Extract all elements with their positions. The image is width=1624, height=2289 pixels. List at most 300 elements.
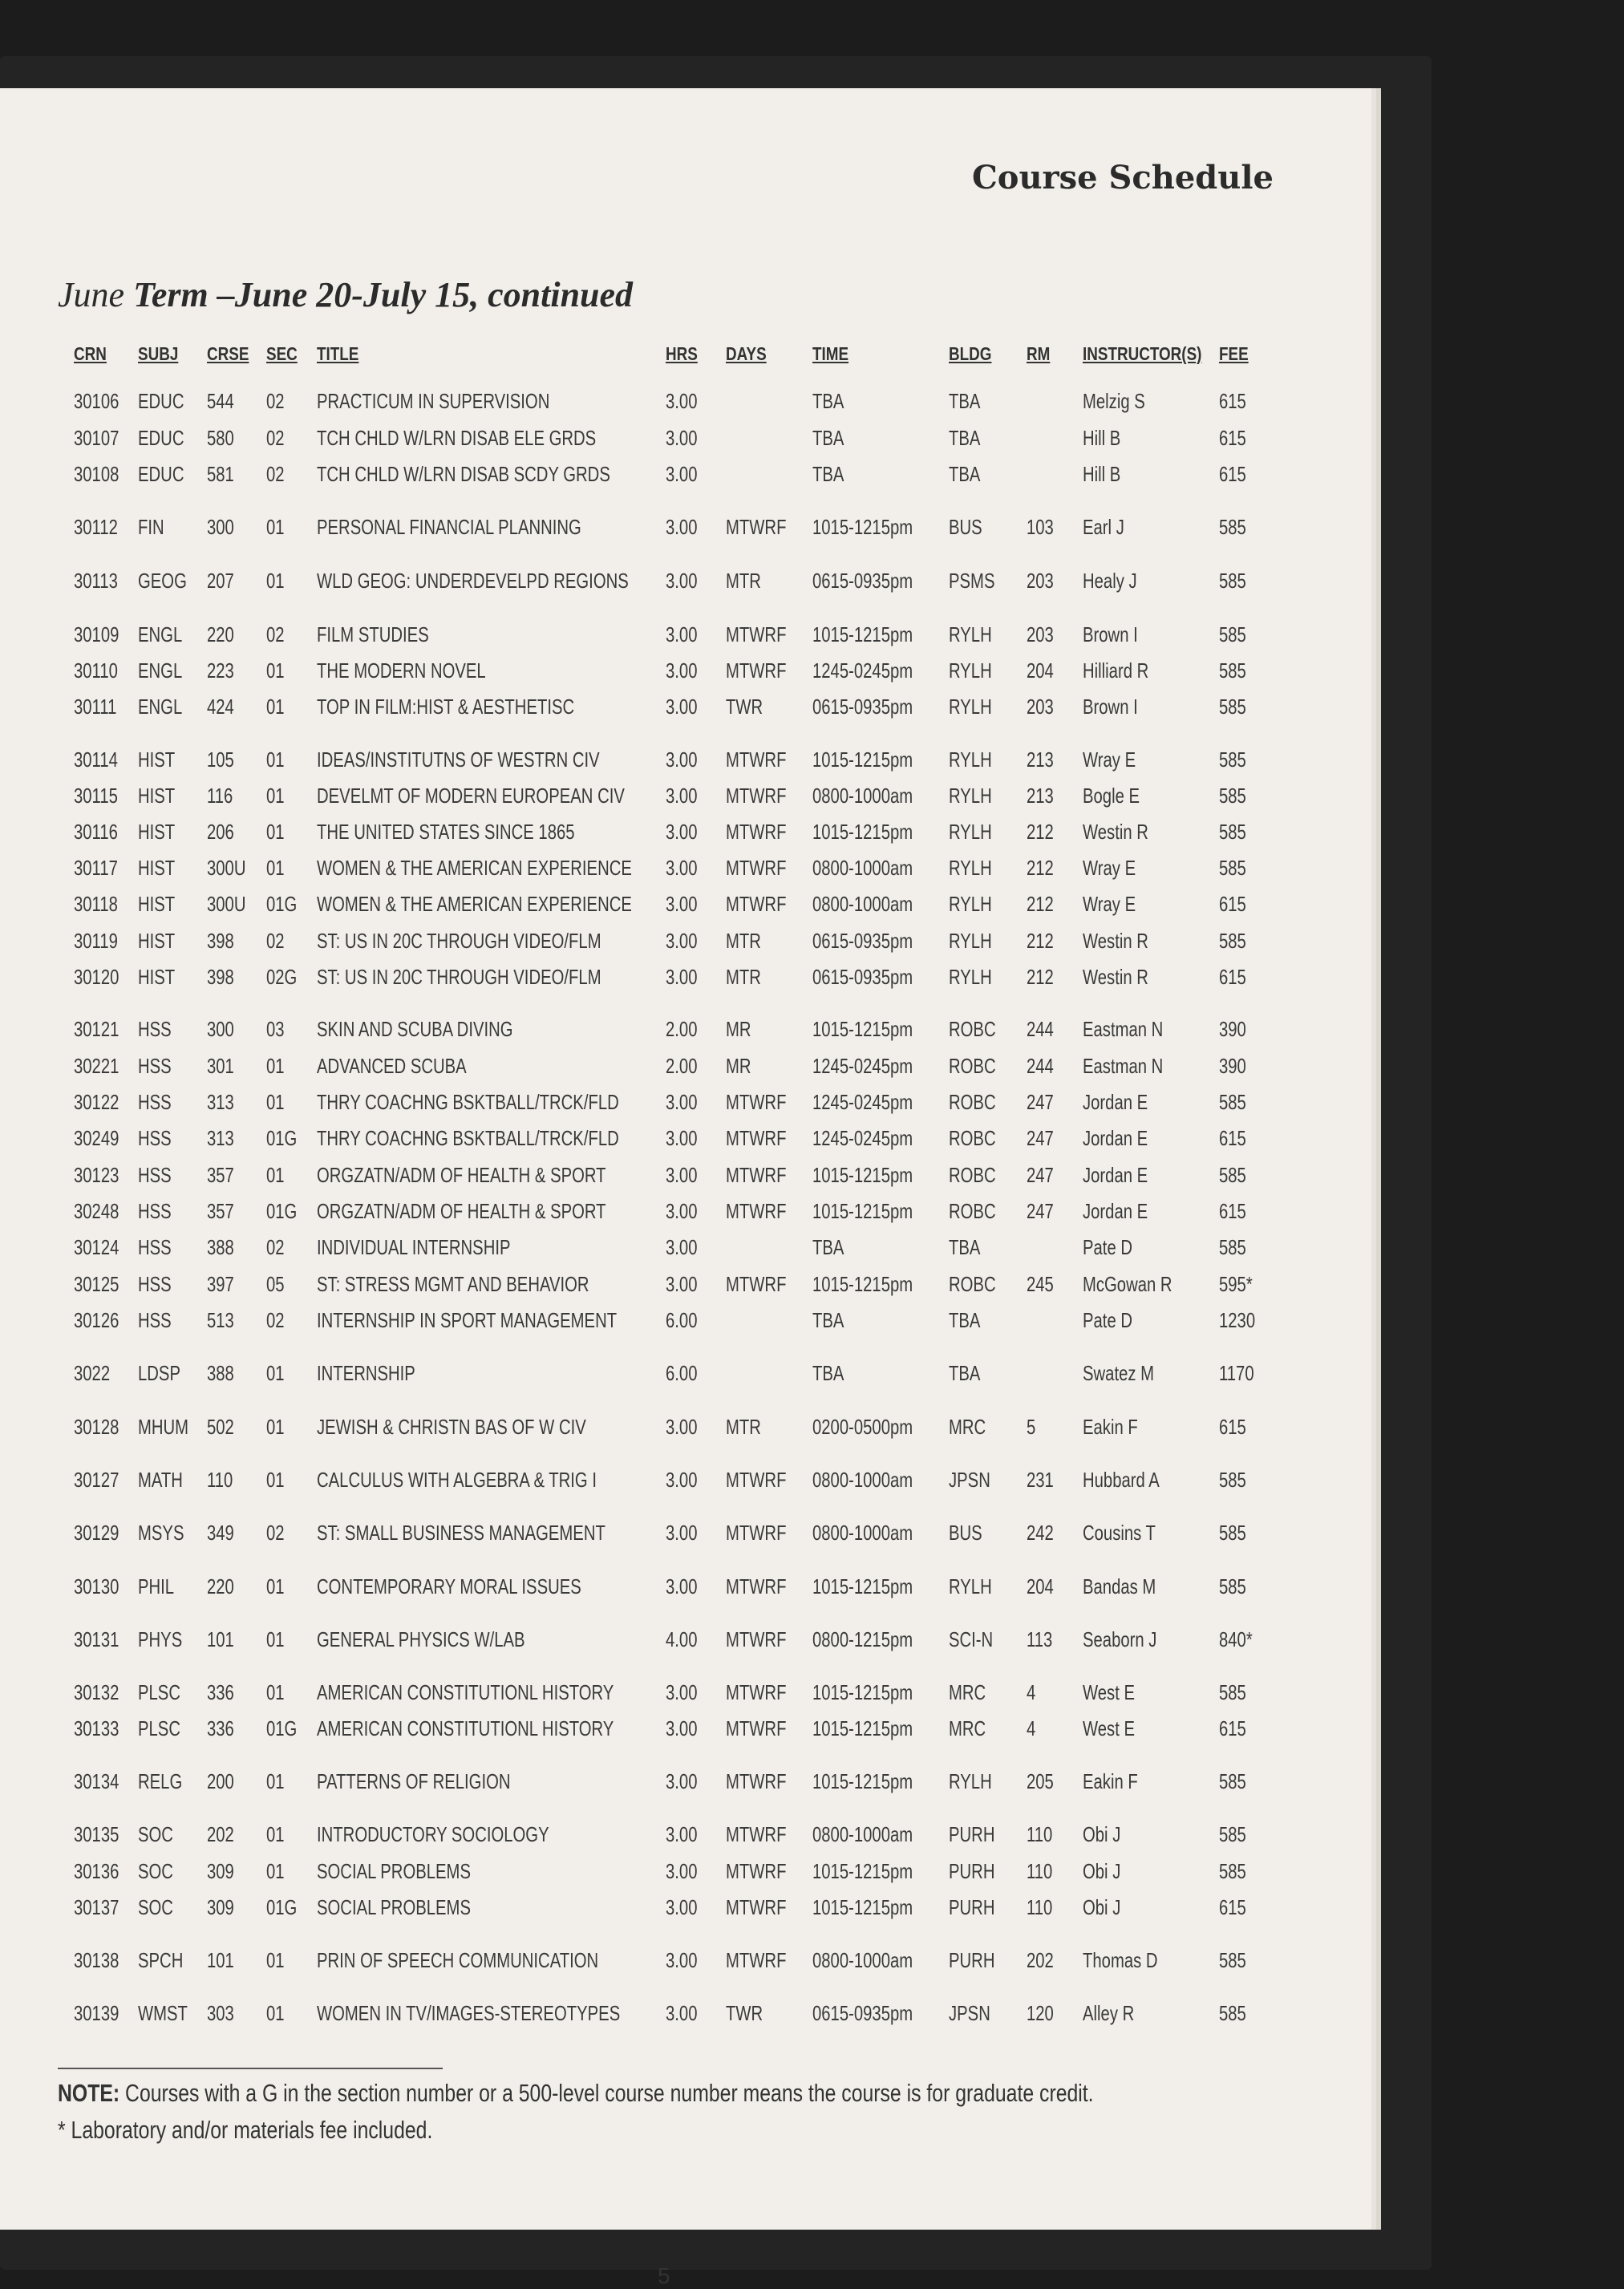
cell-subj: HIST bbox=[138, 929, 176, 953]
cell-rm: 204 bbox=[1027, 658, 1054, 683]
cell-crn: 30121 bbox=[74, 1017, 119, 1041]
cell-crse: 397 bbox=[207, 1272, 234, 1296]
cell-subj: ENGL bbox=[138, 658, 183, 683]
cell-instructor: Westin R bbox=[1083, 929, 1148, 953]
cell-time: TBA bbox=[812, 389, 844, 413]
cell-fee: 585 bbox=[1219, 695, 1246, 719]
cell-bldg: MRC bbox=[949, 1415, 986, 1439]
cell-title: WOMEN & THE AMERICAN EXPERIENCE bbox=[317, 856, 632, 880]
cell-subj: PLSC bbox=[138, 1680, 180, 1704]
cell-crse: 388 bbox=[207, 1361, 234, 1385]
course-row bbox=[0, 1235, 1371, 1267]
cell-bldg: ROBC bbox=[949, 1126, 996, 1150]
cell-time: 1245-0245pm bbox=[812, 1126, 913, 1150]
cell-crn: 30110 bbox=[74, 658, 118, 683]
course-row bbox=[0, 1090, 1371, 1122]
course-row bbox=[0, 695, 1371, 727]
cell-crse: 309 bbox=[207, 1895, 234, 1919]
cell-fee: 585 bbox=[1219, 1859, 1246, 1883]
cell-crse: 313 bbox=[207, 1090, 234, 1114]
cell-time: 0800-1000am bbox=[812, 892, 913, 916]
cell-time: 1015-1215pm bbox=[812, 1895, 913, 1919]
cell-instructor: Obi J bbox=[1083, 1895, 1121, 1919]
course-row bbox=[0, 856, 1371, 888]
column-header-days: DAYS bbox=[726, 343, 767, 364]
cell-rm: 244 bbox=[1027, 1054, 1054, 1078]
cell-crse: 313 bbox=[207, 1126, 234, 1150]
cell-fee: 615 bbox=[1219, 1415, 1246, 1439]
course-row bbox=[0, 1574, 1371, 1606]
cell-days: MTWRF bbox=[726, 1716, 787, 1740]
cell-sec: 01 bbox=[266, 1769, 285, 1793]
course-row bbox=[0, 1627, 1371, 1659]
course-row bbox=[0, 1895, 1371, 1927]
cell-rm: 113 bbox=[1027, 1627, 1053, 1651]
cell-crse: 300U bbox=[207, 856, 246, 880]
cell-crn: 30114 bbox=[74, 747, 118, 772]
course-row bbox=[0, 426, 1371, 458]
cell-sec: 01 bbox=[266, 1468, 285, 1492]
cell-rm: 120 bbox=[1027, 2001, 1054, 2025]
cell-time: 1015-1215pm bbox=[812, 1716, 913, 1740]
course-row bbox=[0, 1272, 1371, 1304]
cell-days: MTWRF bbox=[726, 1859, 787, 1883]
cell-hrs: 3.00 bbox=[666, 1415, 698, 1439]
cell-days: MTWRF bbox=[726, 1895, 787, 1919]
cell-subj: HIST bbox=[138, 784, 176, 808]
cell-sec: 03 bbox=[266, 1017, 285, 1041]
cell-title: PRIN OF SPEECH COMMUNICATION bbox=[317, 1948, 599, 1972]
course-row bbox=[0, 892, 1371, 924]
cell-fee: 390 bbox=[1219, 1017, 1246, 1041]
cell-time: 1015-1215pm bbox=[812, 747, 913, 772]
cell-days: MTWRF bbox=[726, 1574, 787, 1598]
cell-hrs: 3.00 bbox=[666, 622, 698, 646]
cell-crse: 398 bbox=[207, 965, 234, 989]
cell-bldg: PSMS bbox=[949, 569, 995, 593]
cell-rm: 242 bbox=[1027, 1521, 1054, 1545]
course-row bbox=[0, 1017, 1371, 1049]
cell-rm: 202 bbox=[1027, 1948, 1054, 1972]
cell-fee: 585 bbox=[1219, 747, 1246, 772]
cell-sec: 02 bbox=[266, 426, 285, 450]
cell-hrs: 3.00 bbox=[666, 2001, 698, 2025]
cell-hrs: 3.00 bbox=[666, 1235, 698, 1259]
cell-title: FILM STUDIES bbox=[317, 622, 429, 646]
cell-rm: 203 bbox=[1027, 695, 1054, 719]
cell-time: 0800-1000am bbox=[812, 856, 913, 880]
cell-hrs: 3.00 bbox=[666, 515, 698, 539]
cell-subj: PHIL bbox=[138, 1574, 175, 1598]
course-row bbox=[0, 1415, 1371, 1447]
cell-rm: 213 bbox=[1027, 784, 1054, 808]
cell-bldg: JPSN bbox=[949, 2001, 990, 2025]
cell-subj: ENGL bbox=[138, 695, 183, 719]
cell-bldg: RYLH bbox=[949, 1769, 992, 1793]
cell-bldg: ROBC bbox=[949, 1163, 996, 1187]
cell-title: WLD GEOG: UNDERDEVELPD REGIONS bbox=[317, 569, 629, 593]
cell-sec: 01 bbox=[266, 747, 285, 772]
cell-bldg: ROBC bbox=[949, 1199, 996, 1223]
cell-rm: 110 bbox=[1027, 1859, 1053, 1883]
cell-time: TBA bbox=[812, 1361, 844, 1385]
cell-sec: 01 bbox=[266, 569, 285, 593]
cell-crse: 388 bbox=[207, 1235, 234, 1259]
cell-crn: 30131 bbox=[74, 1627, 119, 1651]
cell-subj: HSS bbox=[138, 1308, 172, 1332]
cell-time: 1245-0245pm bbox=[812, 658, 913, 683]
column-header-crn: CRN bbox=[74, 343, 107, 364]
cell-days: MTWRF bbox=[726, 820, 787, 844]
cell-subj: MHUM bbox=[138, 1415, 189, 1439]
cell-crse: 424 bbox=[207, 695, 234, 719]
cell-crn: 30117 bbox=[74, 856, 118, 880]
cell-bldg: RYLH bbox=[949, 1574, 992, 1598]
cell-time: 1015-1215pm bbox=[812, 1769, 913, 1793]
cell-rm: 212 bbox=[1027, 820, 1054, 844]
cell-bldg: TBA bbox=[949, 1308, 981, 1332]
note-body: Courses with a G in the section number or a 500-level course number means the course is for graduate credit. bbox=[119, 2079, 1094, 2107]
cell-bldg: PURH bbox=[949, 1948, 995, 1972]
cell-crn: 30249 bbox=[74, 1126, 119, 1150]
cell-instructor: Hubbard A bbox=[1083, 1468, 1160, 1492]
cell-days: MTWRF bbox=[726, 1126, 787, 1150]
cell-fee: 585 bbox=[1219, 929, 1246, 953]
course-row bbox=[0, 1948, 1371, 1980]
column-header-time: TIME bbox=[812, 343, 849, 364]
cell-time: TBA bbox=[812, 426, 844, 450]
cell-subj: FIN bbox=[138, 515, 164, 539]
cell-hrs: 3.00 bbox=[666, 1521, 698, 1545]
column-header-rm: RM bbox=[1027, 343, 1051, 364]
cell-fee: 615 bbox=[1219, 965, 1246, 989]
course-row bbox=[0, 1199, 1371, 1231]
cell-subj: WMST bbox=[138, 2001, 188, 2025]
cell-time: 1015-1215pm bbox=[812, 820, 913, 844]
cell-time: 1015-1215pm bbox=[812, 1017, 913, 1041]
cell-bldg: ROBC bbox=[949, 1054, 996, 1078]
cell-instructor: Eastman N bbox=[1083, 1017, 1164, 1041]
cell-rm: 231 bbox=[1027, 1468, 1054, 1492]
cell-subj: HSS bbox=[138, 1199, 172, 1223]
cell-fee: 585 bbox=[1219, 1468, 1246, 1492]
cell-rm: 4 bbox=[1027, 1716, 1036, 1740]
cell-hrs: 3.00 bbox=[666, 1199, 698, 1223]
page-header-title: Course Schedule bbox=[971, 159, 1274, 196]
cell-instructor: West E bbox=[1083, 1680, 1135, 1704]
course-row bbox=[0, 2001, 1371, 2033]
cell-title: WOMEN IN TV/IMAGES-STEREOTYPES bbox=[317, 2001, 621, 2025]
cell-subj: EDUC bbox=[138, 426, 184, 450]
cell-instructor: Hill B bbox=[1083, 426, 1121, 450]
column-header-instructor: INSTRUCTOR(S) bbox=[1083, 343, 1202, 364]
cell-title: JEWISH & CHRISTN BAS OF W CIV bbox=[317, 1415, 586, 1439]
cell-crn: 30112 bbox=[74, 515, 118, 539]
cell-hrs: 4.00 bbox=[666, 1627, 698, 1651]
cell-crse: 502 bbox=[207, 1415, 234, 1439]
cell-crse: 110 bbox=[207, 1468, 233, 1492]
cell-hrs: 3.00 bbox=[666, 856, 698, 880]
column-header-hrs: HRS bbox=[666, 343, 698, 364]
cell-rm: 103 bbox=[1027, 515, 1054, 539]
cell-crse: 309 bbox=[207, 1859, 234, 1883]
cell-hrs: 3.00 bbox=[666, 820, 698, 844]
cell-days: MTR bbox=[726, 965, 761, 989]
cell-days: MTWRF bbox=[726, 1680, 787, 1704]
cell-fee: 585 bbox=[1219, 1948, 1246, 1972]
cell-rm: 247 bbox=[1027, 1090, 1054, 1114]
course-row bbox=[0, 622, 1371, 654]
cell-sec: 02G bbox=[266, 965, 298, 989]
cell-crn: 30137 bbox=[74, 1895, 119, 1919]
cell-rm: 204 bbox=[1027, 1574, 1054, 1598]
cell-crn: 30118 bbox=[74, 892, 118, 916]
cell-instructor: Eastman N bbox=[1083, 1054, 1164, 1078]
cell-time: 0615-0935pm bbox=[812, 965, 913, 989]
cell-time: 0800-1000am bbox=[812, 784, 913, 808]
cell-time: TBA bbox=[812, 1308, 844, 1332]
column-header-crse: CRSE bbox=[207, 343, 249, 364]
cell-hrs: 3.00 bbox=[666, 784, 698, 808]
cell-bldg: TBA bbox=[949, 462, 981, 486]
cell-days: MTWRF bbox=[726, 515, 787, 539]
cell-hrs: 3.00 bbox=[666, 1680, 698, 1704]
cell-sec: 01 bbox=[266, 856, 285, 880]
cell-crse: 357 bbox=[207, 1199, 234, 1223]
cell-fee: 615 bbox=[1219, 1199, 1246, 1223]
cell-crn: 30130 bbox=[74, 1574, 119, 1598]
cell-days: MTWRF bbox=[726, 784, 787, 808]
cell-days: TWR bbox=[726, 695, 763, 719]
cell-bldg: RYLH bbox=[949, 929, 992, 953]
cell-sec: 01 bbox=[266, 1859, 285, 1883]
cell-title: ST: US IN 20C THROUGH VIDEO/FLM bbox=[317, 965, 601, 989]
cell-crn: 30108 bbox=[74, 462, 119, 486]
cell-hrs: 3.00 bbox=[666, 1859, 698, 1883]
cell-crse: 303 bbox=[207, 2001, 234, 2025]
cell-subj: HSS bbox=[138, 1272, 172, 1296]
cell-crn: 30111 bbox=[74, 695, 117, 719]
schedule-page bbox=[0, 88, 1371, 2288]
cell-instructor: Jordan E bbox=[1083, 1163, 1148, 1187]
cell-fee: 585 bbox=[1219, 1163, 1246, 1187]
cell-sec: 01G bbox=[266, 1126, 298, 1150]
cell-hrs: 6.00 bbox=[666, 1308, 698, 1332]
cell-fee: 595* bbox=[1219, 1272, 1253, 1296]
cell-hrs: 3.00 bbox=[666, 1163, 698, 1187]
cell-days: MTWRF bbox=[726, 1521, 787, 1545]
cell-subj: HIST bbox=[138, 820, 176, 844]
cell-subj: SOC bbox=[138, 1859, 173, 1883]
cell-hrs: 3.00 bbox=[666, 658, 698, 683]
cell-bldg: TBA bbox=[949, 1361, 981, 1385]
cell-crse: 581 bbox=[207, 462, 234, 486]
page-number: 5 bbox=[658, 2263, 670, 2288]
cell-crn: 30125 bbox=[74, 1272, 119, 1296]
cell-time: 0800-1000am bbox=[812, 1468, 913, 1492]
cell-crse: 300 bbox=[207, 1017, 234, 1041]
cell-crse: 101 bbox=[207, 1627, 234, 1651]
cell-crn: 3022 bbox=[74, 1361, 111, 1385]
cell-instructor: Obi J bbox=[1083, 1822, 1121, 1846]
cell-time: 1015-1215pm bbox=[812, 1199, 913, 1223]
cell-fee: 585 bbox=[1219, 1769, 1246, 1793]
course-row bbox=[0, 1126, 1371, 1158]
cell-title: GENERAL PHYSICS W/LAB bbox=[317, 1627, 525, 1651]
cell-crn: 30135 bbox=[74, 1822, 119, 1846]
cell-instructor: Jordan E bbox=[1083, 1199, 1148, 1223]
cell-crse: 300U bbox=[207, 892, 246, 916]
cell-hrs: 3.00 bbox=[666, 1272, 698, 1296]
cell-instructor: Bandas M bbox=[1083, 1574, 1156, 1598]
cell-sec: 01 bbox=[266, 1163, 285, 1187]
cell-title: PATTERNS OF RELIGION bbox=[317, 1769, 511, 1793]
cell-title: TCH CHLD W/LRN DISAB ELE GRDS bbox=[317, 426, 597, 450]
cell-crse: 105 bbox=[207, 747, 234, 772]
cell-fee: 585 bbox=[1219, 1235, 1246, 1259]
cell-days: MTWRF bbox=[726, 1163, 787, 1187]
cell-bldg: RYLH bbox=[949, 965, 992, 989]
cell-title: CONTEMPORARY MORAL ISSUES bbox=[317, 1574, 581, 1598]
cell-crse: 223 bbox=[207, 658, 234, 683]
course-row bbox=[0, 1521, 1371, 1553]
cell-crn: 30124 bbox=[74, 1235, 119, 1259]
cell-crse: 357 bbox=[207, 1163, 234, 1187]
cell-time: 0800-1215pm bbox=[812, 1627, 913, 1651]
cell-title: THRY COACHNG BSKTBALL/TRCK/FLD bbox=[317, 1126, 619, 1150]
cell-bldg: TBA bbox=[949, 389, 981, 413]
cell-sec: 01 bbox=[266, 1680, 285, 1704]
cell-fee: 1170 bbox=[1219, 1361, 1254, 1385]
cell-days: MTWRF bbox=[726, 1822, 787, 1846]
cell-rm: 110 bbox=[1027, 1822, 1053, 1846]
cell-time: 0800-1000am bbox=[812, 1822, 913, 1846]
cell-crse: 207 bbox=[207, 569, 234, 593]
cell-title: THE MODERN NOVEL bbox=[317, 658, 486, 683]
cell-title: SKIN AND SCUBA DIVING bbox=[317, 1017, 513, 1041]
course-row bbox=[0, 1769, 1371, 1801]
cell-instructor: Pate D bbox=[1083, 1235, 1133, 1259]
cell-instructor: Eakin F bbox=[1083, 1769, 1138, 1793]
cell-bldg: MRC bbox=[949, 1716, 986, 1740]
cell-fee: 585 bbox=[1219, 820, 1246, 844]
cell-sec: 01 bbox=[266, 515, 285, 539]
cell-days: MTR bbox=[726, 929, 761, 953]
cell-crse: 202 bbox=[207, 1822, 234, 1846]
cell-rm: 110 bbox=[1027, 1895, 1053, 1919]
cell-sec: 02 bbox=[266, 1235, 285, 1259]
cell-crn: 30123 bbox=[74, 1163, 119, 1187]
cell-days: MTWRF bbox=[726, 622, 787, 646]
cell-instructor: Alley R bbox=[1083, 2001, 1135, 2025]
cell-fee: 585 bbox=[1219, 1574, 1246, 1598]
cell-bldg: PURH bbox=[949, 1859, 995, 1883]
cell-instructor: Eakin F bbox=[1083, 1415, 1138, 1439]
column-header-sec: SEC bbox=[266, 343, 298, 364]
column-header-fee: FEE bbox=[1219, 343, 1249, 364]
cell-hrs: 3.00 bbox=[666, 1090, 698, 1114]
cell-sec: 02 bbox=[266, 929, 285, 953]
cell-subj: HIST bbox=[138, 965, 176, 989]
cell-instructor: Brown I bbox=[1083, 622, 1138, 646]
cell-crn: 30120 bbox=[74, 965, 119, 989]
cell-rm: 213 bbox=[1027, 747, 1054, 772]
cell-subj: HSS bbox=[138, 1126, 172, 1150]
cell-days: MTWRF bbox=[726, 1468, 787, 1492]
cell-instructor: Westin R bbox=[1083, 820, 1148, 844]
course-row bbox=[0, 1680, 1371, 1712]
cell-subj: GEOG bbox=[138, 569, 187, 593]
cell-time: 0800-1000am bbox=[812, 1521, 913, 1545]
cell-sec: 01 bbox=[266, 1090, 285, 1114]
course-row bbox=[0, 1163, 1371, 1195]
cell-title: TOP IN FILM:HIST & AESTHETISC bbox=[317, 695, 575, 719]
cell-fee: 585 bbox=[1219, 1680, 1246, 1704]
cell-instructor: Seaborn J bbox=[1083, 1627, 1157, 1651]
cell-crn: 30133 bbox=[74, 1716, 119, 1740]
cell-crse: 336 bbox=[207, 1680, 234, 1704]
cell-crn: 30248 bbox=[74, 1199, 119, 1223]
cell-subj: SPCH bbox=[138, 1948, 184, 1972]
cell-crn: 30128 bbox=[74, 1415, 119, 1439]
cell-crn: 30138 bbox=[74, 1948, 119, 1972]
cell-rm: 212 bbox=[1027, 965, 1054, 989]
cell-bldg: SCI-N bbox=[949, 1627, 994, 1651]
cell-rm: 245 bbox=[1027, 1272, 1054, 1296]
cell-title: TCH CHLD W/LRN DISAB SCDY GRDS bbox=[317, 462, 610, 486]
cell-sec: 01 bbox=[266, 658, 285, 683]
cell-title: ADVANCED SCUBA bbox=[317, 1054, 467, 1078]
cell-sec: 01 bbox=[266, 1361, 285, 1385]
cell-sec: 01 bbox=[266, 784, 285, 808]
cell-bldg: MRC bbox=[949, 1680, 986, 1704]
column-header-bldg: BLDG bbox=[949, 343, 992, 364]
cell-fee: 615 bbox=[1219, 462, 1246, 486]
cell-rm: 205 bbox=[1027, 1769, 1054, 1793]
cell-title: PRACTICUM IN SUPERVISION bbox=[317, 389, 550, 413]
cell-instructor: Cousins T bbox=[1083, 1521, 1156, 1545]
cell-time: 1015-1215pm bbox=[812, 1859, 913, 1883]
cell-time: TBA bbox=[812, 462, 844, 486]
cell-instructor: Westin R bbox=[1083, 965, 1148, 989]
course-row bbox=[0, 658, 1371, 691]
cell-bldg: JPSN bbox=[949, 1468, 990, 1492]
cell-title: ST: STRESS MGMT AND BEHAVIOR bbox=[317, 1272, 589, 1296]
course-row bbox=[0, 462, 1371, 494]
cell-days: TWR bbox=[726, 2001, 763, 2025]
cell-fee: 585 bbox=[1219, 784, 1246, 808]
cell-sec: 01G bbox=[266, 892, 298, 916]
cell-rm: 4 bbox=[1027, 1680, 1036, 1704]
cell-rm: 5 bbox=[1027, 1415, 1036, 1439]
cell-time: 0800-1000am bbox=[812, 1948, 913, 1972]
cell-instructor: Bogle E bbox=[1083, 784, 1140, 808]
note-text bbox=[58, 2079, 1094, 2108]
cell-instructor: Obi J bbox=[1083, 1859, 1121, 1883]
cell-sec: 01G bbox=[266, 1716, 298, 1740]
cell-hrs: 3.00 bbox=[666, 1822, 698, 1846]
cell-sec: 02 bbox=[266, 389, 285, 413]
cell-title: CALCULUS WITH ALGEBRA & TRIG I bbox=[317, 1468, 597, 1492]
cell-sec: 01G bbox=[266, 1199, 298, 1223]
cell-time: TBA bbox=[812, 1235, 844, 1259]
cell-crn: 30119 bbox=[74, 929, 118, 953]
cell-crn: 30113 bbox=[74, 569, 118, 593]
cell-time: 0615-0935pm bbox=[812, 569, 913, 593]
cell-fee: 585 bbox=[1219, 515, 1246, 539]
cell-days: MTWRF bbox=[726, 856, 787, 880]
term-title-part1: June bbox=[58, 275, 125, 314]
